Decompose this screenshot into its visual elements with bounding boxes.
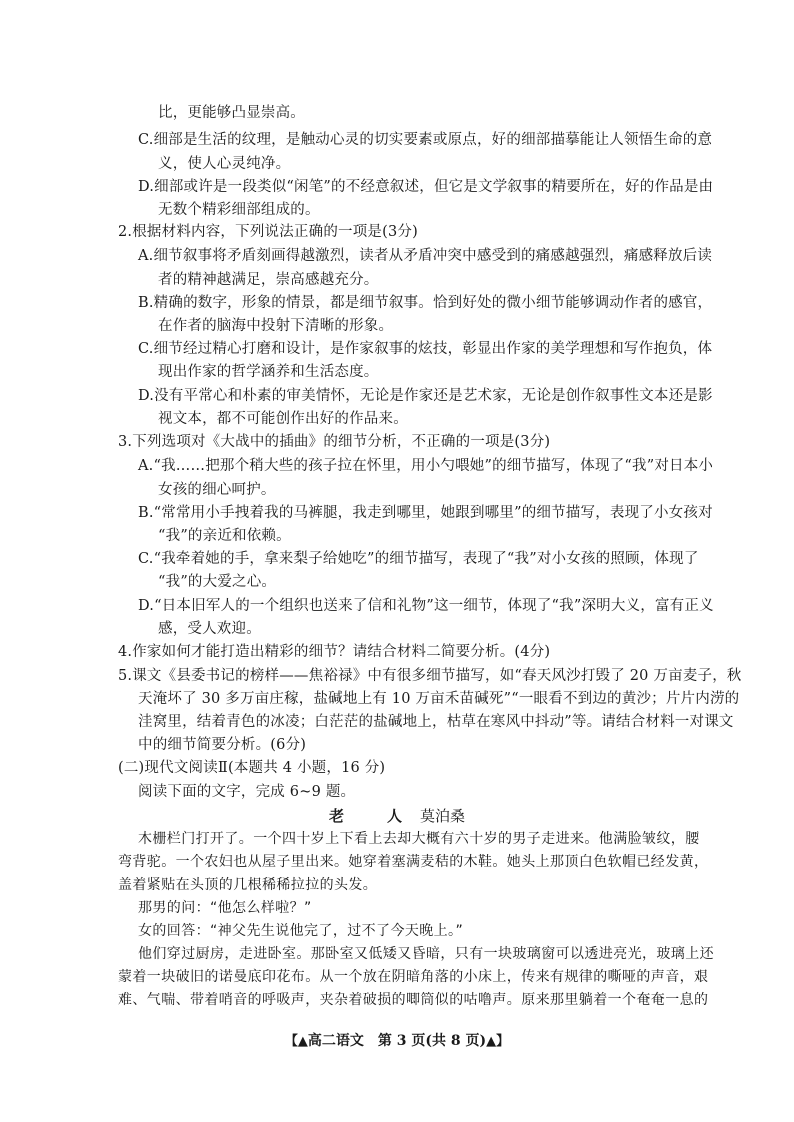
story-p1-line-2: 弯背驼。一个农妇也从屋子里出来。她穿着塞满麦秸的木鞋。她头上那顶白色软帽已经发黄，	[118, 854, 709, 870]
arrow-up-icon-left: 【▲	[284, 1034, 308, 1049]
footer-label: 高二语文 第 3 页(共 8 页)	[307, 1033, 487, 1049]
q1-option-c-continuation: 义，使人心灵纯净。	[158, 156, 291, 172]
q3-option-b-continuation: “我”的亲近和依赖。	[158, 528, 291, 544]
q2-option-d: D.没有平常心和朴素的审美情怀，无论是作家还是艺术家，无论是创作叙事性文本还是影	[138, 388, 713, 404]
story-p4-line-3: 难、气喘、带着哨音的呼吸声，夹杂着破损的唧筒似的咕噜声。原来那里躺着一个奄奄一息的	[118, 992, 709, 1008]
story-p1-line-1: 木栅栏门打开了。一个四十岁上下看上去却大概有六十岁的男子走进来。他满脸皱纹，腰	[138, 831, 700, 847]
story-p1-line-3: 盖着紧贴在头顶的几根稀稀拉拉的头发。	[118, 877, 378, 893]
q1-option-b-continuation: 比，更能够凸显崇高。	[158, 105, 305, 121]
q2-stem: 2.根据材料内容，下列说法正确的一项是(3分)	[118, 224, 418, 240]
story-title-line	[0, 805, 794, 826]
q5-line-1: 5.课文《县委书记的榜样——焦裕禄》中有很多细节描写，如“春天风沙打毁了 20 万亩麦子，秋	[118, 668, 742, 684]
story-p2: 那男的问：“他怎么样啦？”	[138, 900, 312, 916]
q2-option-a-continuation: 者的精神越满足，崇高感越充分。	[158, 272, 379, 288]
page-footer	[0, 1030, 794, 1050]
q5-line-4: 中的细节简要分析。(6分)	[138, 737, 307, 753]
q3-stem: 3.下列选项对《大战中的插曲》的细节分析，不正确的一项是(3分)	[118, 434, 551, 450]
story-author: 莫泊桑	[420, 807, 466, 825]
section2-instruction: 阅读下面的文字，完成 6~9 题。	[138, 784, 356, 800]
arrow-up-icon-right: ▲】	[486, 1034, 510, 1049]
q2-option-c-continuation: 现出作家的哲学涵养和生活态度。	[158, 364, 379, 380]
q1-option-c: C.细部是生活的纹理，是触动心灵的切实要素或原点，好的细部描摹能让人领悟生命的意	[138, 132, 713, 148]
q3-option-d: D.“日本旧军人的一个组织也送来了信和礼物”这一细节，体现了“我”深明大义，富有正义	[138, 598, 714, 614]
q2-option-a: A.细节叙事将矛盾刻画得越激烈，读者从矛盾冲突中感受到的痛感越强烈，痛感释放后读	[138, 248, 713, 264]
q3-option-c-continuation: “我”的大爱之心。	[158, 574, 277, 590]
q2-option-d-continuation: 视文本，都不可能创作出好的作品来。	[158, 411, 408, 427]
q3-option-a-continuation: 女孩的细心呵护。	[158, 482, 276, 498]
story-p4-line-1: 他们穿过厨房，走进卧室。那卧室又低矮又昏暗，只有一块玻璃窗可以透进亮光，玻璃上还	[138, 946, 714, 962]
q3-option-a: A.“我……把那个稍大些的孩子拉在怀里，用小勺喂她”的细节描写，体现了“我”对日本小	[138, 458, 714, 474]
q1-option-d-continuation: 无数个精彩细部组成的。	[158, 202, 320, 218]
q3-option-c: C.“我牵着她的手，拿来梨子给她吃”的细节描写，表现了“我”对小女孩的照顾，体现了	[138, 551, 699, 567]
q2-option-b-continuation: 在作者的脑海中投射下清晰的形象。	[158, 318, 394, 334]
q2-option-b: B.精确的数字，形象的情景，都是细节叙事。恰到好处的微小细节能够调动作者的感官，	[138, 295, 713, 311]
section2-heading: (二)现代文阅读Ⅱ(本题共 4 小题，16 分)	[118, 760, 386, 776]
story-p3: 女的回答：“神父先生说他完了，过不了今天晚上。”	[138, 923, 464, 939]
story-title: 老 人	[328, 807, 416, 825]
q5-line-3: 洼窝里，结着青色的冰凌；白茫茫的盐碱地上，枯草在寒风中抖动”等。请结合材料一对课文	[138, 714, 734, 730]
story-p4-line-2: 蒙着一块破旧的诺曼底印花布。从一个放在阴暗角落的小床上，传来有规律的嘶哑的声音，艰	[118, 969, 709, 985]
q1-option-d: D.细部或许是一段类似“闲笔”的不经意叙述，但它是文学叙事的精要所在，好的作品是由	[138, 179, 714, 195]
q4-stem: 4.作家如何才能打造出精彩的细节？请结合材料二简要分析。(4分)	[118, 644, 551, 660]
q2-option-c: C.细节经过精心打磨和设计，是作家叙事的炫技，彰显出作家的美学理想和写作抱负，体	[138, 341, 713, 357]
q5-line-2: 天淹坏了 30 多万亩庄稼，盐碱地上有 10 万亩禾苗碱死”“一眼看不到边的黄沙；片片内涝的	[138, 691, 740, 707]
q3-option-b: B.“常常用小手拽着我的马裤腿，我走到哪里，她跟到哪里”的细节描写，表现了小女孩对	[138, 505, 713, 521]
q3-option-d-continuation: 感，受人欢迎。	[158, 621, 261, 637]
